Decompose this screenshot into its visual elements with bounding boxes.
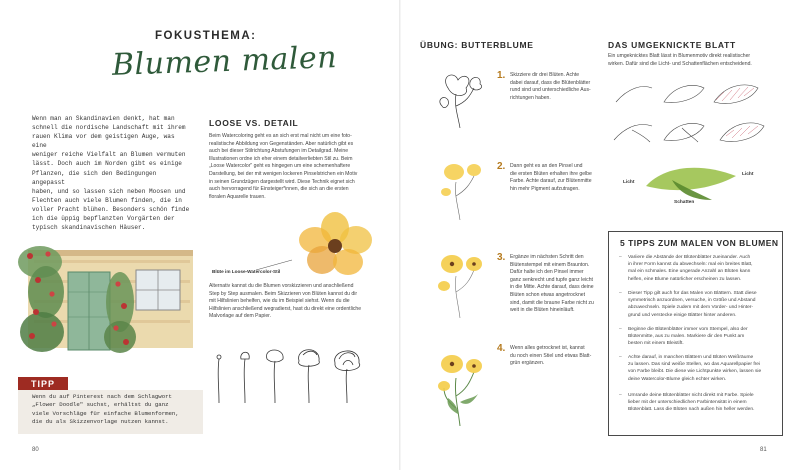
intro-line: Flechten auch viele Blumen finden, die in (32, 196, 182, 204)
text-line: Darstellung, bei der mit wenigen lockeren Pinselstrichen ein Motiv (209, 170, 358, 177)
tip-item: – Dieser Tipp gilt auch für das Malen von Blättern. Statt diese symmetrisch anzuordnen, versuche, in Größe und Abstand abzuwechseln. Spiele zudem mit dem Vorder- und Hinter- grund und verstecke einige Blätter hinter anderen. (628, 290, 783, 319)
text-line: Step by Step ausmalen. Beim Skizzieren von Blüten kannst du dir (209, 290, 358, 297)
tip-line: helfen, eine Blume natürlicher erscheinen zu lassen. (628, 276, 742, 282)
intro-line: Pflanzen, die sich den Bedingungen angepasst (32, 169, 157, 186)
page-number-left: 80 (32, 447, 39, 453)
step-1-number: 1. (497, 70, 506, 81)
tip-line: Dieser Tipp gilt auch für das Malen von Blättern. Statt diese (628, 291, 757, 296)
house-illustration (8, 232, 203, 357)
step-line: in die Mitte. Achte darauf, dass deine (510, 284, 594, 291)
step-3-text (510, 254, 600, 315)
loose-flower-illustration (290, 210, 380, 282)
intro-line: weniger reiche Vielfalt an Blumen vermuten (32, 151, 186, 159)
tip-line: Umrande deine Blütenblätter nicht direkt mit Farbe. Spiele (628, 393, 754, 398)
tip-line: symmetrisch anzuordnen, versuche, in Größe und Abstand (628, 298, 756, 304)
tip-line: in ihrer Form kannst du abwechseln: mal ein breites Blatt, (628, 262, 753, 268)
step-line: hin mehr Pigment aufzutragen. (510, 185, 580, 192)
intro-line: rauen Klima vor dem geistigen Auge, was eine (32, 133, 175, 150)
text-line: wirken. Dafür sind die Licht- und Schattenflächen entscheidend. (608, 60, 752, 67)
text-line: realistische Abbildung von Gegenständen. Aber natürlich gibt es (209, 140, 354, 147)
step-2-text (510, 163, 600, 193)
tip-line: lieber mit der unterschiedlichen Farbintensität in einem (628, 400, 747, 406)
text-line: Illustrationen ordne ich eher einem detailverliebten Stil zu. Beim (209, 155, 353, 162)
step-1-text (510, 72, 600, 102)
text-line: Hilfslinien anschließend wegradierst, hast du direkt eine ordentliche (209, 305, 362, 312)
step3-illustration (430, 240, 492, 320)
intro-line: typisch skandinavischen Häuser. (32, 224, 146, 232)
step-line: weit in die Blüten hineinläuft. (510, 307, 575, 314)
tipp-line: viele Vorschläge für einfache Blumenformen, (32, 409, 179, 417)
tip-line: Achte darauf, in manchen Blättern und Blüten Weißräume (628, 355, 754, 360)
step-line: richtungen haben. (510, 94, 551, 101)
loose-heading: LOOSE VS. DETAIL (209, 118, 299, 128)
step2-illustration (430, 150, 492, 222)
text-line: Beim Watercoloring geht es an sich erst mal nicht um eine foto- (209, 133, 352, 139)
intro-text (32, 114, 192, 232)
tip-line: deine Watercolor-Blume gleich echter wirken. (628, 376, 727, 382)
step-line: Dafür halte ich den Pinsel immer (510, 269, 584, 276)
page-title: Blumen malen (111, 40, 338, 83)
intro-line: haben, und so lassen sich neben Moosen und (32, 187, 186, 195)
page-number-right: 81 (760, 447, 767, 453)
step-line: ganz senkrecht und tupfe ganz leicht (510, 276, 593, 283)
step-line: Blütenstempel mit einem Braunton. (510, 261, 590, 268)
tipp-text (32, 393, 197, 427)
tip-line: Blütenmitte, aus zu malen. Markiere dir den Punkt am (628, 334, 745, 340)
gutter (399, 0, 401, 470)
tipp-badge: TIPP (18, 377, 68, 391)
intro-line: schnell die nordische Landschaft mit ihrem (32, 124, 186, 132)
leaf-paragraph (608, 53, 780, 68)
tips-heading: 5 TIPPS ZUM MALEN VON BLUMEN (620, 238, 779, 248)
intro-line: ich die üppig bepflanzten Vorgärten der (32, 215, 175, 223)
text-line: Ein umgeknicktes Blatt lässt in Blumenmotiv direkt realistischer (608, 53, 751, 59)
exercise-heading: ÜBUNG: BUTTERBLUME (420, 40, 534, 50)
intro-line: voller Pracht blühen. Besonders schön finde (32, 205, 190, 213)
sketch-steps-illustration (205, 345, 385, 405)
tip-line: grund und verstecke einige Blätter hinter anderen. (628, 312, 737, 318)
tip-line: Beginne die Blütenblätter immer vom Stempel, also der (628, 327, 748, 332)
tip-item: – Variiere die Abstände der Blütenblätter zueinander. Auch in ihrer Form kannst du abwechseln: mal ein breites Blatt, mal ein schmales. Eine ungerade Anzahl an Blüten kann helfen, eine Blume natürlicher erscheinen zu lassen. (628, 254, 783, 283)
tip-item: – Beginne die Blütenblätter immer vom Stempel, also der Blütenmitte, aus zu malen. Markiere dir den Punkt am besten mit einem Bleistift. (628, 326, 783, 348)
label-schatten: Schatten (674, 200, 695, 205)
step-line: sind, damit die braune Farbe nicht zu (510, 299, 594, 306)
tip-line: von Farbe bleibt. Die diese wie Lichtpunkte wirken, lassen sie (628, 369, 762, 375)
text-line: auch hervorragend für Einsteiger*innen, die sich an die ersten (209, 186, 349, 193)
flower-caption: Blüte im Loose-Watercolor-Stil (212, 269, 281, 274)
label-licht-right: Licht (742, 172, 754, 177)
text-line: in seinen Grundzügen dargestellt wird. Diese Technik eignet sich (209, 178, 355, 185)
tip-line: zu lassen. Das sind weiße Stellen, wo das Aquarellpapier frei (628, 362, 761, 368)
intro-line: lässt. Doch auch im Norden gibt es einige (32, 160, 182, 168)
step-4-text (510, 345, 600, 368)
step-line: Skizziere dir drei Blüten. Achte (510, 72, 580, 78)
tipp-line: die du als Skizzenvorlage nutzen kannst. (32, 418, 169, 426)
step-line: Farbe. Achte darauf, zur Blütenmitte (510, 178, 592, 185)
step-4-number: 4. (497, 343, 506, 354)
step-3-number: 3. (497, 252, 506, 263)
step-line: Wenn alles getrocknet ist, kannst (510, 345, 585, 351)
loose-paragraph-2 (209, 283, 369, 321)
tip-line: Blütenblatt. Lass die Blüten nach außen hin heller werden. (628, 407, 755, 413)
text-line: mit Hilfslinien behelfen, wie du im Beispiel siehst. Wenn du die (209, 298, 350, 305)
tip-line: abzuwechseln. Spiele zudem mit dem Vorder- und Hinter- (628, 305, 754, 311)
step-line: du noch einen Stiel und etwas Blatt- (510, 352, 592, 359)
tip-line: mal ein schmales. Eine ungerade Anzahl an Blüten kann (628, 269, 751, 275)
tip-item: – Umrande deine Blütenblätter nicht direkt mit Farbe. Spiele lieber mit der unterschiedlichen Farbintensität in einem Blütenblatt. Lass die Blüten nach außen hin heller werden. (628, 392, 783, 414)
loose-paragraph-1 (209, 133, 369, 201)
folded-leaf-illustration (640, 160, 740, 204)
step-line: dabei darauf, dass die Blütenblätter (510, 79, 591, 86)
tipp-line: „Flower Doodle" suchst, erhältst du ganz (32, 401, 169, 409)
text-line: Malvorlage auf dem Papier. (209, 313, 272, 320)
text-line: floralen Aquarelle trauen. (209, 193, 266, 200)
section-kicker: FOKUSTHEMA: (155, 30, 257, 42)
leaf-sketches (612, 78, 782, 148)
step-2-number: 2. (497, 161, 506, 172)
tip-line: Variiere die Abstände der Blütenblätter zueinander. Auch (628, 255, 751, 260)
tip-line: besten mit einem Bleistift. (628, 341, 684, 347)
tip-item: – Achte darauf, in manchen Blättern und Blüten Weißräume zu lassen. Das sind weiße Stellen, wo das Aquarellpapier frei von Farbe bleibt. Die diese wie Lichtpunkte wirken, lassen sie deine Watercolor-Blume gleich echter wirken. (628, 354, 783, 383)
text-line: auch bei dieser Stilrichtung Abstufungen im Detailgrad. Meine (209, 148, 349, 155)
step4-illustration (430, 338, 492, 428)
text-line: „Loose Watercolor" geht es hingegen um eine schemenhaftere (209, 163, 351, 170)
intro-line: Wenn man an Skandinavien denkt, hat man (32, 115, 175, 122)
label-licht-left: Licht (623, 180, 635, 185)
tipp-line: Wenn du auf Pinterest nach dem Schlagwort (32, 393, 172, 400)
step-line: Blüten schon etwas angetrocknet (510, 291, 586, 298)
step-line: die ersten Blüten erhalten ihre gelbe (510, 170, 592, 177)
step-line: rund sind und unterschiedliche Aus- (510, 87, 591, 94)
step1-sketch (430, 66, 492, 130)
text-line: Alternativ kannst du die Blumen vorskizzieren und anschließend (209, 283, 354, 289)
step-line: Dann geht es an den Pinsel und (510, 163, 583, 169)
step-line: Ergänze im nächsten Schritt den (510, 254, 584, 260)
step-line: grün ergänzen. (510, 360, 545, 367)
leaf-heading: DAS UMGEKNICKTE BLATT (608, 40, 736, 50)
